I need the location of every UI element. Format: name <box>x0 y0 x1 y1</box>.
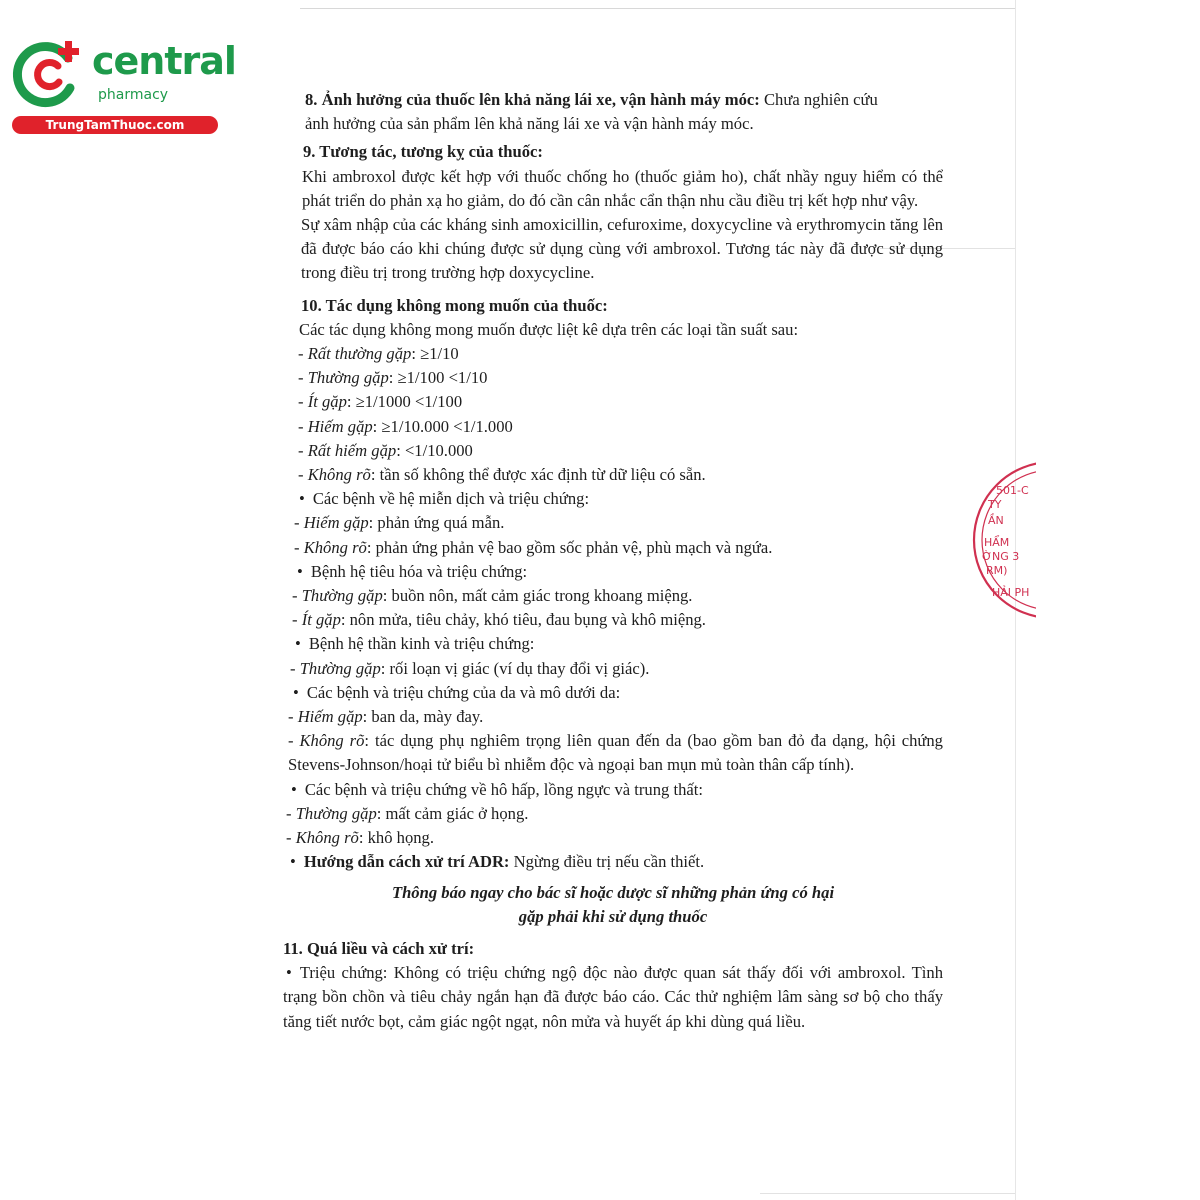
effect-frequency-term: Không rõ <box>303 537 367 557</box>
effect-group-title-text: Bệnh hệ thần kinh và triệu chứng: <box>308 634 535 654</box>
company-seal-stamp <box>966 456 1036 624</box>
section-9-heading: 9. Tương tác, tương kỵ của thuốc: <box>303 142 543 162</box>
adr-guidance-text: Ngừng điều trị nếu cần thiết. <box>509 852 705 872</box>
frequency-list <box>283 342 943 487</box>
effect-group-title <box>283 778 943 802</box>
frequency-item: - Rất thường gặp: ≥1/10 <box>298 344 459 364</box>
svg-text:RM): RM) <box>986 564 1008 577</box>
warning-notice-line1: Thông báo ngay cho bác sĩ hoặc dược sĩ những phản ứng có hại <box>391 882 835 902</box>
effect-description: : phản ứng quá mẫn. <box>368 513 505 533</box>
frequency-value: : ≥1/10 <box>411 344 459 364</box>
adr-guidance-label: Hướng dẫn cách xử trí ADR: <box>303 852 510 872</box>
effect-group-title <box>283 632 943 656</box>
effect-description: : mất cảm giác ở họng. <box>376 803 529 823</box>
effect-frequency-term: Thường gặp <box>295 803 377 823</box>
document-body <box>283 88 943 1034</box>
section-9-paragraph: Sự xâm nhập của các kháng sinh amoxicillin, cefuroxime, doxycycline và erythromycin tăng lên đã được báo cáo khi chúng được sử dụng cùng với ambroxol. Tương tác này đã được sử dụng trong điều trị trong trường hợp doxycycline. <box>301 215 943 283</box>
frequency-term: Ít gặp <box>307 392 347 412</box>
frequency-value: : ≥1/10.000 <1/1.000 <box>372 416 513 436</box>
pharmacy-cross-logo-icon <box>10 36 86 112</box>
effect-group-title <box>283 681 943 705</box>
effect-description: : ban da, mày đay. <box>362 707 484 727</box>
section-10-heading: 10. Tác dụng không mong muốn của thuốc: <box>301 295 608 315</box>
effect-frequency-term: Thường gặp <box>299 658 381 678</box>
warning-notice <box>283 881 943 929</box>
section-8-heading: 8. Ảnh hưởng của thuốc lên khả năng lái xe, vận hành máy móc: <box>305 90 760 109</box>
scan-artifact-line <box>760 1193 1015 1194</box>
frequency-term: Không rõ <box>307 465 371 485</box>
effect-item: - Hiếm gặp: ban da, mày đay. <box>288 707 484 727</box>
frequency-term: Thường gặp <box>307 368 389 388</box>
effect-group-title-text: Các bệnh và triệu chứng của da và mô dưới da: <box>306 682 621 702</box>
frequency-value: : tần số không thể được xác định từ dữ liệu có sẵn. <box>370 465 706 485</box>
frequency-term: Rất thường gặp <box>307 344 412 364</box>
svg-text:ỜNG 3: ỜNG 3 <box>982 550 1020 563</box>
effect-item: - Không rõ: phản ứng phản vệ bao gồm sốc phản vệ, phù mạch và ngứa. <box>294 537 773 557</box>
effect-item: - Ít gặp: nôn mửa, tiêu chảy, khó tiêu, đau bụng và khô miệng. <box>292 610 706 630</box>
effect-item: - Thường gặp: buồn nôn, mất cảm giác trong khoang miệng. <box>292 586 693 606</box>
svg-text:HẨM: HẨM <box>984 536 1010 549</box>
effect-item: - Không rõ: tác dụng phụ nghiêm trọng liên quan đến da (bao gồm ban đỏ đa dạng, hội chứng Stevens-Johnson/hoại tử biểu bì nhiễm độc và ngoại ban mụn mủ toàn thân cấp tính). <box>288 731 943 775</box>
section-11-heading: 11. Quá liều và cách xử trí: <box>283 938 475 958</box>
section-10-intro: Các tác dụng không mong muốn được liệt kê dựa trên các loại tần suất sau: <box>299 319 799 339</box>
effect-frequency-term: Hiếm gặp <box>297 707 363 727</box>
section-8 <box>283 88 943 136</box>
adr-guidance <box>283 850 943 874</box>
svg-text:501-C: 501-C <box>996 484 1029 497</box>
frequency-value: : ≥1/1000 <1/100 <box>346 392 463 412</box>
effect-description: : rối loạn vị giác (ví dụ thay đổi vị giác). <box>380 658 650 678</box>
effect-description: : khô họng. <box>358 828 434 848</box>
effect-frequency-term: Thường gặp <box>301 586 383 606</box>
effect-group-title-text: Các bệnh về hệ miễn dịch và triệu chứng: <box>312 489 590 509</box>
effect-item: - Thường gặp: mất cảm giác ở họng. <box>286 803 529 823</box>
section-11-paragraph <box>283 961 943 1034</box>
frequency-value: : <1/10.000 <box>396 440 473 460</box>
adverse-effect-groups <box>283 487 943 850</box>
frequency-value: : ≥1/100 <1/10 <box>388 368 488 388</box>
effect-group-title <box>283 560 943 584</box>
effect-item: - Không rõ: khô họng. <box>286 828 434 848</box>
effect-frequency-term: Hiếm gặp <box>303 513 369 533</box>
logo-name: central <box>92 39 236 83</box>
effect-group-title-text: Các bệnh và triệu chứng về hô hấp, lồng ngực và trung thất: <box>304 779 703 799</box>
page-edge <box>300 8 1015 9</box>
effect-description: : phản ứng phản vệ bao gồm sốc phản vệ, phù mạch và ngứa. <box>366 537 773 557</box>
effect-description: : buồn nôn, mất cảm giác trong khoang miệng. <box>382 586 693 606</box>
section-8-text: Chưa nghiên cứu <box>759 90 878 109</box>
warning-notice-line2: gặp phải khi sử dụng thuốc <box>518 906 708 926</box>
logo-subtitle: pharmacy <box>98 87 169 103</box>
svg-text:ẦN: ẦN <box>988 514 1004 527</box>
section-9-paragraph: Khi ambroxol được kết hợp với thuốc chống ho (thuốc giảm ho), chất nhầy nguy hiểm có thể phát triển do phản xạ ho giảm, do đó cần cân nhắc cẩn thận nhu cầu điều trị kết hợp như vậy. <box>302 166 943 210</box>
effect-group-title <box>283 487 943 511</box>
effect-group-title-text: Bệnh hệ tiêu hóa và triệu chứng: <box>310 561 528 581</box>
logo-url-badge[interactable]: TrungTamThuoc.com <box>12 116 218 134</box>
effect-frequency-term: Ít gặp <box>301 610 341 630</box>
section-11-text: Triệu chứng: Không có triệu chứng ngộ độc nào được quan sát thấy đối với ambroxol. Tình trạng bồn chồn và tiêu chảy ngắn hạn đã được báo cáo. Các thử nghiệm lâm sàng sơ bộ cho thấy tăng tiết nước bọt, cảm giác ngột ngạt, nôn mửa và huyết áp khi dùng quá liều. <box>283 963 943 1031</box>
effect-item: - Hiếm gặp: phản ứng quá mẫn. <box>294 513 505 533</box>
frequency-term: Rất hiếm gặp <box>307 440 397 460</box>
svg-text:HẢI PH: HẢI PH <box>992 586 1030 599</box>
effect-frequency-term: Không rõ <box>295 828 359 848</box>
central-pharmacy-logo[interactable] <box>8 34 236 136</box>
effect-frequency-term: Không rõ <box>299 731 365 751</box>
effect-item: - Thường gặp: rối loạn vị giác (ví dụ thay đổi vị giác). <box>290 658 650 678</box>
frequency-item: - Ít gặp: ≥1/1000 <1/100 <box>298 392 463 412</box>
frequency-term: Hiếm gặp <box>307 416 373 436</box>
frequency-item: - Hiếm gặp: ≥1/10.000 <1/1.000 <box>298 416 513 436</box>
effect-description: : nôn mửa, tiêu chảy, khó tiêu, đau bụng và khô miệng. <box>340 610 706 630</box>
frequency-item: - Không rõ: tần số không thể được xác định từ dữ liệu có sẵn. <box>298 465 706 485</box>
frequency-item: - Rất hiếm gặp: <1/10.000 <box>298 440 473 460</box>
section-8-text-cont: ảnh hưởng của sản phẩm lên khả năng lái xe và vận hành máy móc. <box>305 114 754 134</box>
svg-text:TY: TY <box>988 498 1002 511</box>
effect-description: : tác dụng phụ nghiêm trọng liên quan đến da (bao gồm ban đỏ đa dạng, hội chứng Stevens-Johnson/hoại tử biểu bì nhiễm độc và ngoại ban mụn mủ toàn thân cấp tính). <box>288 731 943 775</box>
frequency-item: - Thường gặp: ≥1/100 <1/10 <box>298 368 488 388</box>
